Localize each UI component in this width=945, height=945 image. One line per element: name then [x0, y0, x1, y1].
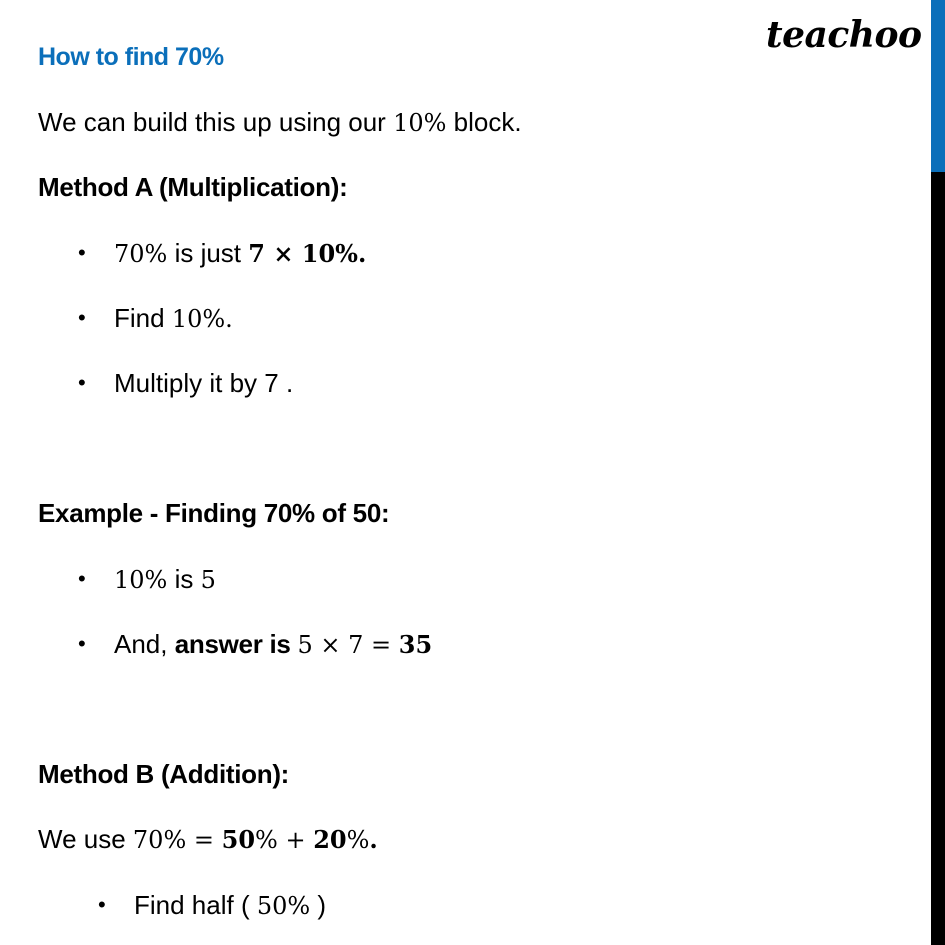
math: % — [346, 826, 370, 854]
math: % + — [255, 826, 314, 854]
math: 50% — [256, 892, 311, 920]
example-heading: Example - Finding 70% of 50: — [38, 498, 390, 528]
math: 10%. — [171, 305, 233, 333]
teachoo-logo: teachoo — [766, 14, 922, 56]
intro-pre: We can build this up using our — [38, 107, 394, 137]
math: 5 — [200, 566, 216, 594]
math-bold: 7 × 10%. — [248, 239, 367, 268]
side-bar — [931, 0, 945, 945]
bullet-icon: • — [78, 566, 86, 591]
math-bold: . — [369, 825, 378, 854]
math-bold: 20 — [313, 825, 347, 854]
text: is just — [167, 238, 249, 268]
method-a-bullet-1 — [114, 236, 366, 271]
math: 70% = — [132, 826, 222, 854]
bullet-icon: • — [78, 305, 86, 330]
bullet-icon: • — [78, 240, 86, 265]
intro-post: block. — [446, 107, 522, 137]
text: Find half ( — [134, 890, 257, 920]
math-bold: 50 — [221, 825, 256, 854]
math: 10% — [114, 566, 168, 594]
example-bullet-1 — [114, 562, 216, 597]
text: And, — [114, 629, 175, 659]
method-b-bullet-1 — [134, 888, 326, 923]
method-a-heading: Method A (Multiplication): — [38, 172, 348, 202]
method-b-line — [38, 822, 378, 857]
intro-text — [38, 105, 522, 140]
text: We use — [38, 824, 133, 854]
text: Find — [114, 303, 172, 333]
text: is — [167, 564, 201, 594]
bullet-icon: • — [98, 892, 106, 917]
page-title: How to find 70% — [38, 43, 224, 71]
method-a-bullet-2 — [114, 301, 233, 336]
method-a-bullet-3: Multiply it by 7 . — [114, 368, 294, 398]
math: 70% — [114, 240, 168, 268]
math-bold: 35 — [398, 630, 433, 659]
math: 5 × 7 = — [297, 631, 399, 659]
method-b-heading: Method B (Addition): — [38, 759, 290, 789]
text: ) — [310, 890, 327, 920]
side-bar-accent — [931, 0, 945, 172]
bullet-icon: • — [78, 370, 86, 395]
bold-text: answer is — [174, 629, 298, 659]
example-bullet-2 — [114, 627, 432, 662]
intro-math: 10% — [393, 109, 447, 137]
bullet-icon: • — [78, 631, 86, 656]
